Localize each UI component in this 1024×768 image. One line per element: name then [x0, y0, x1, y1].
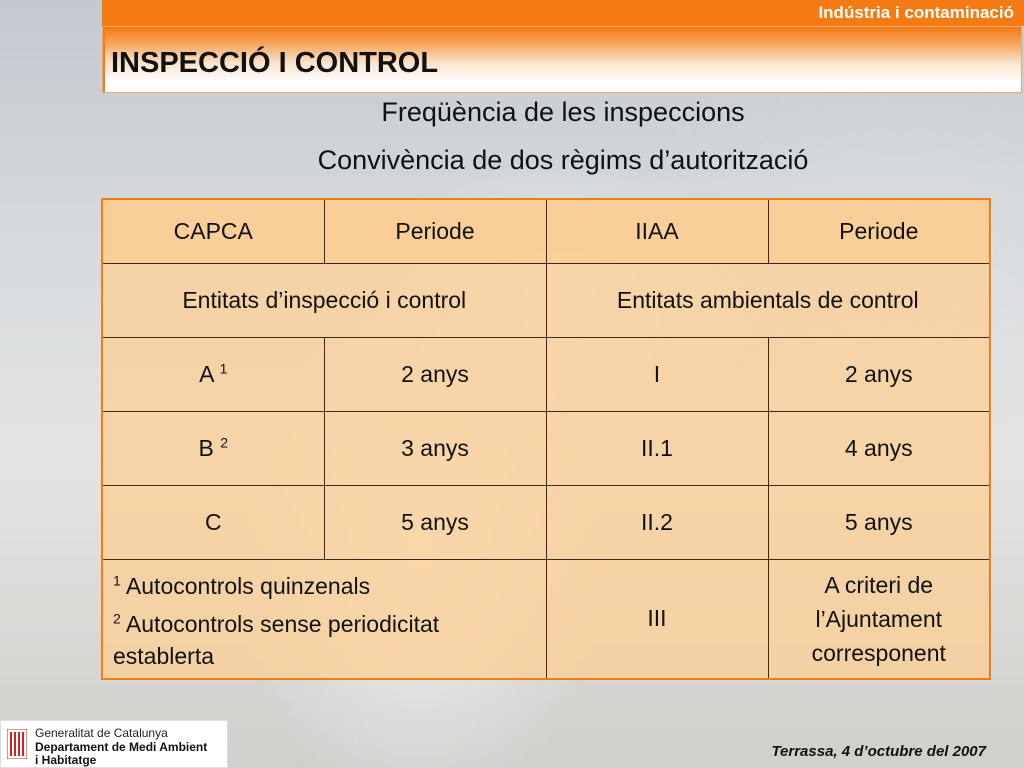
- subtitle-coexistence: Convivència de dos règims d’autorització: [317, 145, 809, 175]
- footnotes-cell: [102, 559, 546, 679]
- logo-line-2: Departament de Medi Ambient: [35, 740, 208, 754]
- entities-row: [102, 263, 990, 337]
- footnote-2: [113, 608, 538, 672]
- entities-right: Entitats ambientals de control: [546, 263, 990, 337]
- period2-cell: 5 anys: [768, 485, 990, 559]
- period1-cell: 2 anys: [324, 337, 546, 411]
- page-title: INSPECCIÓ I CONTROL: [111, 47, 439, 79]
- generalitat-logo: [0, 720, 228, 768]
- logo-line-3: i Habitatge: [35, 753, 97, 767]
- period2-cell: A criteri de l’Ajuntament corresponent: [768, 559, 990, 679]
- iiaa-cell: II.1: [546, 411, 768, 485]
- logo-line-1: Generalitat de Catalunya: [35, 726, 168, 740]
- capca-cell: [102, 411, 324, 485]
- senyera-icon: [7, 729, 27, 759]
- capca-value: A: [199, 360, 214, 387]
- top-band: [102, 0, 1024, 26]
- footnote-1-number: 1: [113, 571, 121, 588]
- period1-cell: 3 anys: [324, 411, 546, 485]
- footnote-ref: 2: [220, 433, 229, 450]
- table-header-row: [102, 199, 990, 263]
- iiaa-cell: III: [546, 559, 768, 679]
- footnote-1-text: Autocontrols quinzenals: [125, 572, 371, 599]
- capca-value: B: [198, 434, 214, 461]
- footnote-ref: 1: [219, 359, 228, 376]
- footnote-1: [113, 570, 538, 602]
- entities-left: Entitats d’inspecció i control: [102, 263, 546, 337]
- table-row: [102, 485, 990, 559]
- capca-cell: C: [102, 485, 324, 559]
- subject-label: Indústria i contaminació: [818, 3, 1014, 22]
- header-iiaa: IIAA: [546, 199, 768, 263]
- notes-row: [102, 559, 990, 679]
- table-row: [102, 337, 990, 411]
- title-box: [102, 26, 1022, 93]
- iiaa-cell: II.2: [546, 485, 768, 559]
- footnote-2-number: 2: [113, 609, 121, 626]
- footer-date: Terrassa, 4 d’octubre del 2007: [771, 743, 986, 760]
- table-row: [102, 411, 990, 485]
- header-periode-2: Periode: [768, 199, 990, 263]
- subtitle-frequency: Freqüència de les inspeccions: [381, 97, 745, 127]
- inspection-table: [101, 198, 991, 680]
- period2-cell: 4 anys: [768, 411, 990, 485]
- period2-cell: 2 anys: [768, 337, 990, 411]
- iiaa-cell: I: [546, 337, 768, 411]
- footnote-2-text: Autocontrols sense periodicitat establerta: [113, 610, 440, 669]
- capca-cell: [102, 337, 324, 411]
- period1-cell: 5 anys: [324, 485, 546, 559]
- header-periode-1: Periode: [324, 199, 546, 263]
- title-accent-line: [103, 27, 105, 92]
- header-capca: CAPCA: [102, 199, 324, 263]
